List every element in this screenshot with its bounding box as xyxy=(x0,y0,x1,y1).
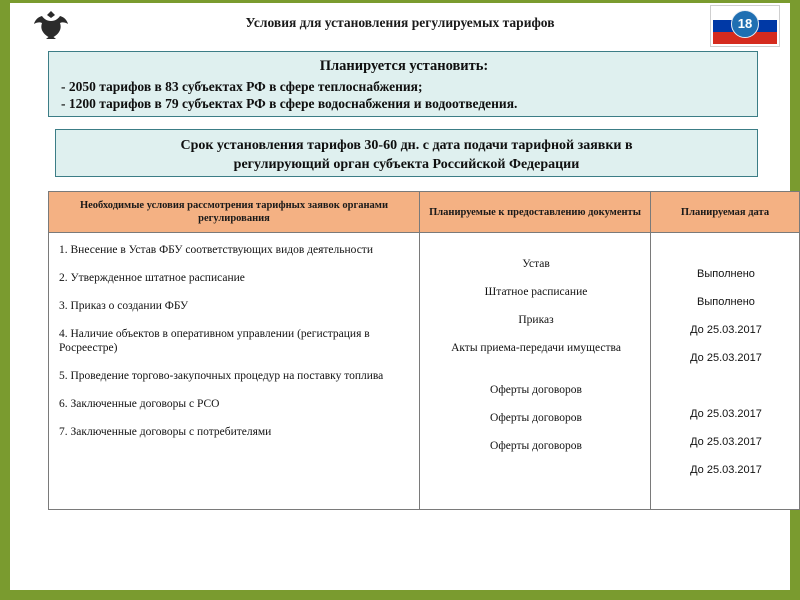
list-item: Акты приема-передачи имущества xyxy=(451,342,621,354)
plan-callout-line-2: - 1200 тарифов в 79 субъектах РФ в сфере водоснабжения и водоотведения. xyxy=(61,96,518,111)
list-item: До 25.03.2017 xyxy=(690,464,762,476)
page-number-badge: 18 xyxy=(731,10,759,38)
slide-content xyxy=(10,3,790,590)
list-item: 1. Внесение в Устав ФБУ соответствующих видов деятельности xyxy=(59,244,373,256)
conditions-table xyxy=(48,191,800,510)
list-item-spacer xyxy=(49,355,419,369)
list-item: До 25.03.2017 xyxy=(690,436,762,448)
plan-callout-line-1: - 2050 тарифов в 83 субъектах РФ в сфере теплоснабжения; xyxy=(61,79,423,94)
list-item: Устав xyxy=(522,258,550,270)
list-item-spacer xyxy=(651,309,799,323)
russian-flag-icon xyxy=(710,5,780,47)
table-header-documents: Планируемые к предоставлению документы xyxy=(420,192,651,233)
list-item-spacer xyxy=(49,257,419,271)
list-item-spacer xyxy=(651,281,799,295)
slide-header xyxy=(10,3,790,45)
term-callout xyxy=(55,129,758,177)
list-item-spacer xyxy=(420,355,650,383)
page-title: Условия для установления регулируемых тарифов xyxy=(245,15,555,30)
list-item: 7. Заключенные договоры с потребителями xyxy=(59,426,272,438)
list-item-spacer xyxy=(49,411,419,425)
list-item-spacer xyxy=(420,397,650,411)
list-item: 5. Проведение торгово-закупочных процедур на поставку топлива xyxy=(59,370,384,382)
list-item-spacer xyxy=(420,299,650,313)
list-item: Приказ xyxy=(518,314,554,326)
documents-list xyxy=(420,233,650,467)
table-header-date: Планируемая дата xyxy=(651,192,800,233)
list-item-spacer xyxy=(651,449,799,463)
list-item-spacer xyxy=(49,383,419,397)
list-item: 2. Утвержденное штатное расписание xyxy=(59,272,245,284)
list-item-spacer xyxy=(651,365,799,407)
double-headed-eagle-emblem-icon xyxy=(22,5,80,45)
plan-callout-title: Планируется установить: xyxy=(319,58,489,74)
list-item: Оферты договоров xyxy=(490,384,582,396)
list-item-spacer xyxy=(420,425,650,439)
list-item: Оферты договоров xyxy=(490,440,582,452)
documents-cell xyxy=(420,233,651,510)
list-item: 6. Заключенные договоры с РСО xyxy=(59,398,220,410)
list-item-spacer xyxy=(49,313,419,327)
list-item-spacer xyxy=(651,337,799,351)
list-item: Выполнено xyxy=(697,268,755,280)
conditions-table-wrapper xyxy=(48,191,770,510)
list-item: До 25.03.2017 xyxy=(690,352,762,364)
table-header-row xyxy=(49,192,800,233)
conditions-list xyxy=(49,233,419,509)
dates-cell xyxy=(651,233,800,510)
list-item-spacer xyxy=(420,327,650,341)
conditions-cell xyxy=(49,233,420,510)
list-item: Выполнено xyxy=(697,296,755,308)
list-item: До 25.03.2017 xyxy=(690,324,762,336)
list-item-spacer xyxy=(420,243,650,257)
list-item-spacer xyxy=(651,421,799,435)
list-item: До 25.03.2017 xyxy=(690,408,762,420)
plan-callout xyxy=(48,51,758,117)
list-item: 4. Наличие объектов в оперативном управлении (регистрация в Росреестре) xyxy=(59,328,370,354)
list-item-spacer xyxy=(49,439,419,495)
list-item: Оферты договоров xyxy=(490,412,582,424)
term-callout-line-1: Срок установления тарифов 30-60 дн. с дата подачи тарифной заявки в xyxy=(180,138,633,153)
dates-list xyxy=(651,233,799,491)
table-header-conditions: Необходимые условия рассмотрения тарифных заявок органами регулирования xyxy=(49,192,420,233)
table-row xyxy=(49,233,800,510)
term-callout-line-2: регулирующий орган субъекта Российской Федерации xyxy=(233,157,580,172)
list-item-spacer xyxy=(651,243,799,267)
list-item-spacer xyxy=(420,271,650,285)
list-item-spacer xyxy=(49,285,419,299)
list-item: Штатное расписание xyxy=(484,286,588,298)
list-item: 3. Приказ о создании ФБУ xyxy=(59,300,189,312)
